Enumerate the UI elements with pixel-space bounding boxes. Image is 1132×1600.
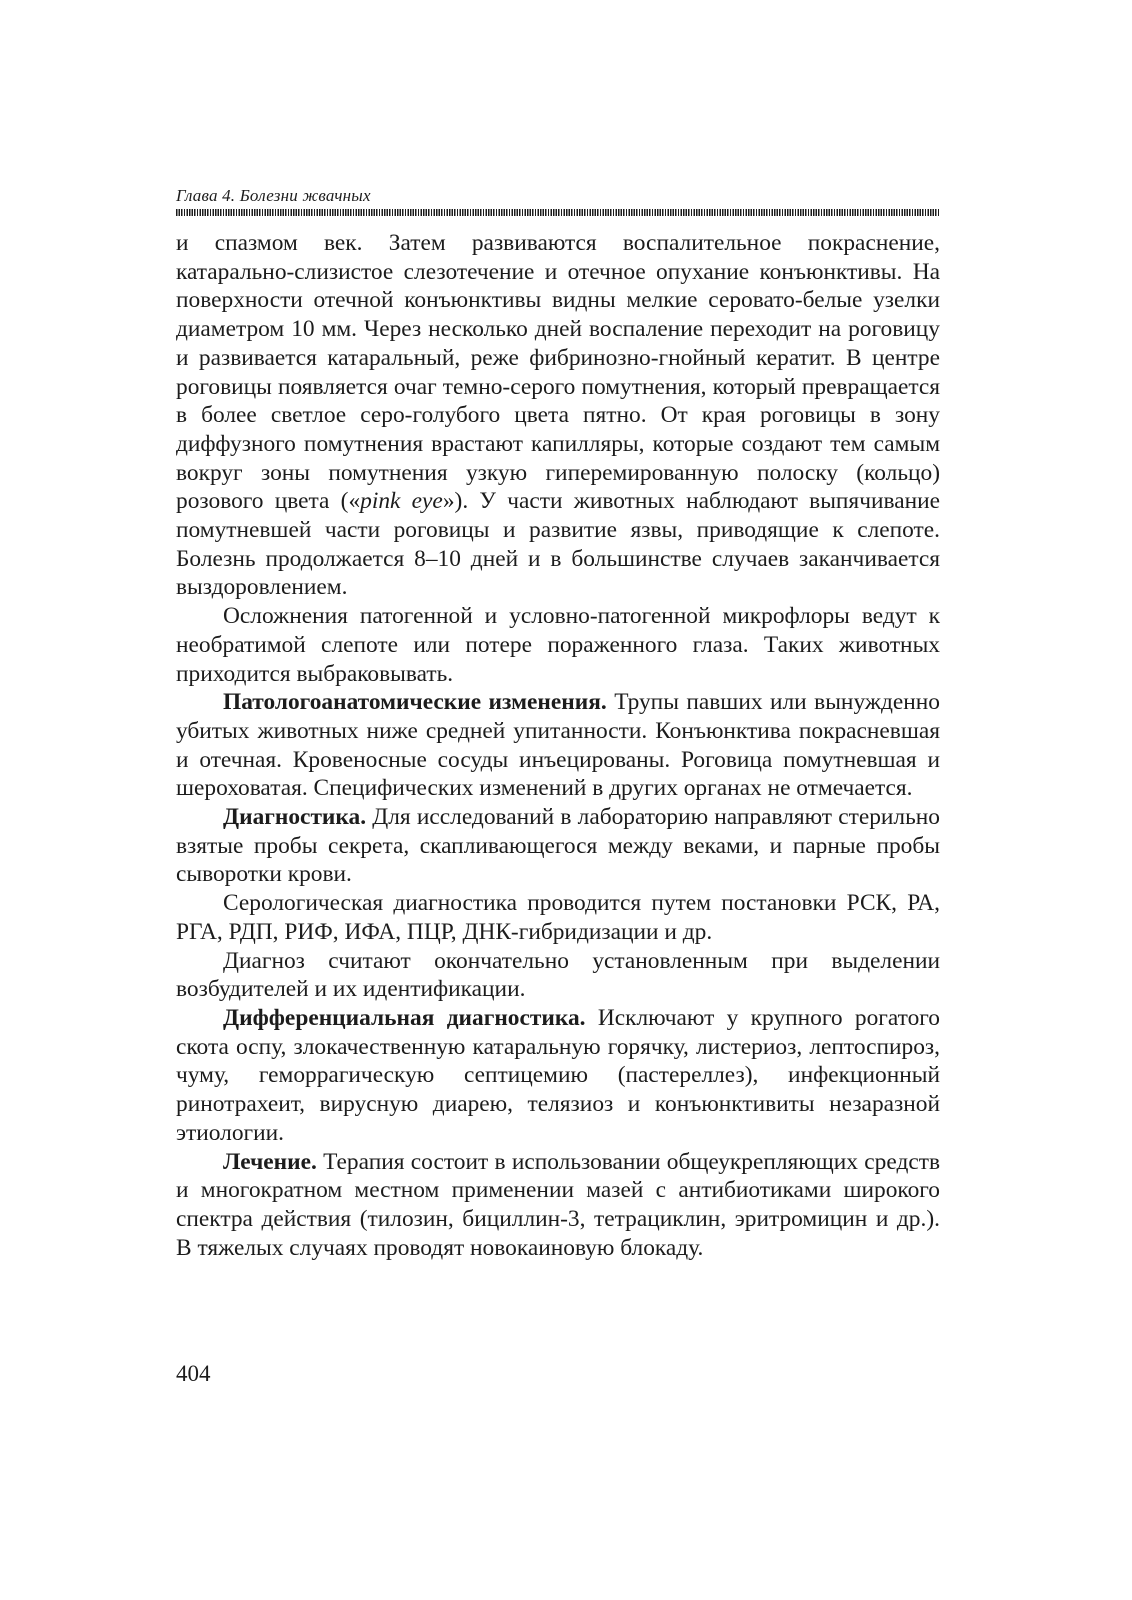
diagnostics-text: Для исследований в лабораторию направляют стерильно взятые пробы секрета, скапливающегося между веками, и парные пробы сыворотки крови. (176, 804, 940, 888)
treatment-text: Терапия состоит в использовании общеукрепляющих средств и многократном местном применении мазей с антибиотиками широкого спектра действия (тилозин, бициллин-3, тетрациклин, эритромицин и др.). В тяжелых случаях проводят новокаиновую блокаду. (176, 1148, 940, 1261)
paragraph-serology: Серологическая диагностика проводится путем постановки РСК, РА, РГА, РДП, РИФ, ИФА, ПЦР, ДНК-гибридизации и др. (176, 890, 940, 945)
paragraph-2: Осложнения патогенной и условно-патогенной микрофлоры ведут к необратимой слепоте или потере пораженного глаза. Таких животных приходится выбраковывать. (176, 603, 940, 687)
section-heading-treatment: Лечение. (223, 1148, 317, 1175)
paragraph-pathology (176, 688, 940, 803)
paragraph-1-text-b: »). У части животных наблюдают выпячивание помутневшей части роговицы и развитие язвы, приводящие к слепоте. Болезнь продолжается 8–10 дней и в большинстве случаев заканчивается выздоровлением. (176, 488, 941, 601)
body-text (176, 229, 940, 1262)
section-heading-differential: Дифференциальная диагностика. (223, 1004, 586, 1031)
section-heading-diagnostics: Диагностика. (223, 804, 367, 831)
paragraph-diagnosis: Диагноз считают окончательно установленным при выделении возбудителей и их идентификации. (176, 947, 940, 1003)
page-number: 404 (176, 1361, 211, 1386)
paragraph-1 (176, 229, 940, 602)
paragraph-differential (176, 1004, 940, 1148)
section-heading-pathology: Патологоанатомические изменения. (223, 689, 607, 716)
pink-eye-term: pink eye (360, 488, 443, 515)
running-head: Глава 4. Болезни жвачных (176, 186, 371, 205)
pathology-text: Трупы павших или вынужденно убитых животных ниже средней упитанности. Конъюнктива покрасневшая и отечная. Кровеносные сосуды инъецированы. Роговица помутневшая и шероховатая. Специфических изменений в других органах не отмечается. (176, 689, 941, 802)
differential-text: Исключают у крупного рогатого скота оспу, злокачественную катаральную горячку, листериоз, лептоспироз, чуму, геморрагическую септицемию (пастереллез), инфекционный ринотрахеит, вирусную диарею, телязиоз и конъюнктивиты незаразной этиологии. (176, 1004, 940, 1146)
paragraph-1-text-a: и спазмом век. Затем развиваются воспалительное покраснение, катарально-слизистое слезотечение и отечное опухание конъюнктивы. На поверхности отечной конъюнктивы видны мелкие серовато-белые узелки диаметром 10 мм. Через несколько дней воспаление переходит на роговицу и развивается катаральный, реже фибринозно-гнойный кератит. В центре роговицы появляется очаг темно-серого помутнения, который превращается в более светлое серо-голубого цвета пятно. От края роговицы в зону диффузного помутнения врастают капилляры, которые создают тем самым вокруг зоны помутнения узкую гиперемированную полоску (кольцо) розового цвета (« (176, 230, 940, 515)
header-rule (176, 209, 940, 216)
paragraph-diagnostics (176, 803, 940, 889)
paragraph-treatment (176, 1148, 940, 1263)
